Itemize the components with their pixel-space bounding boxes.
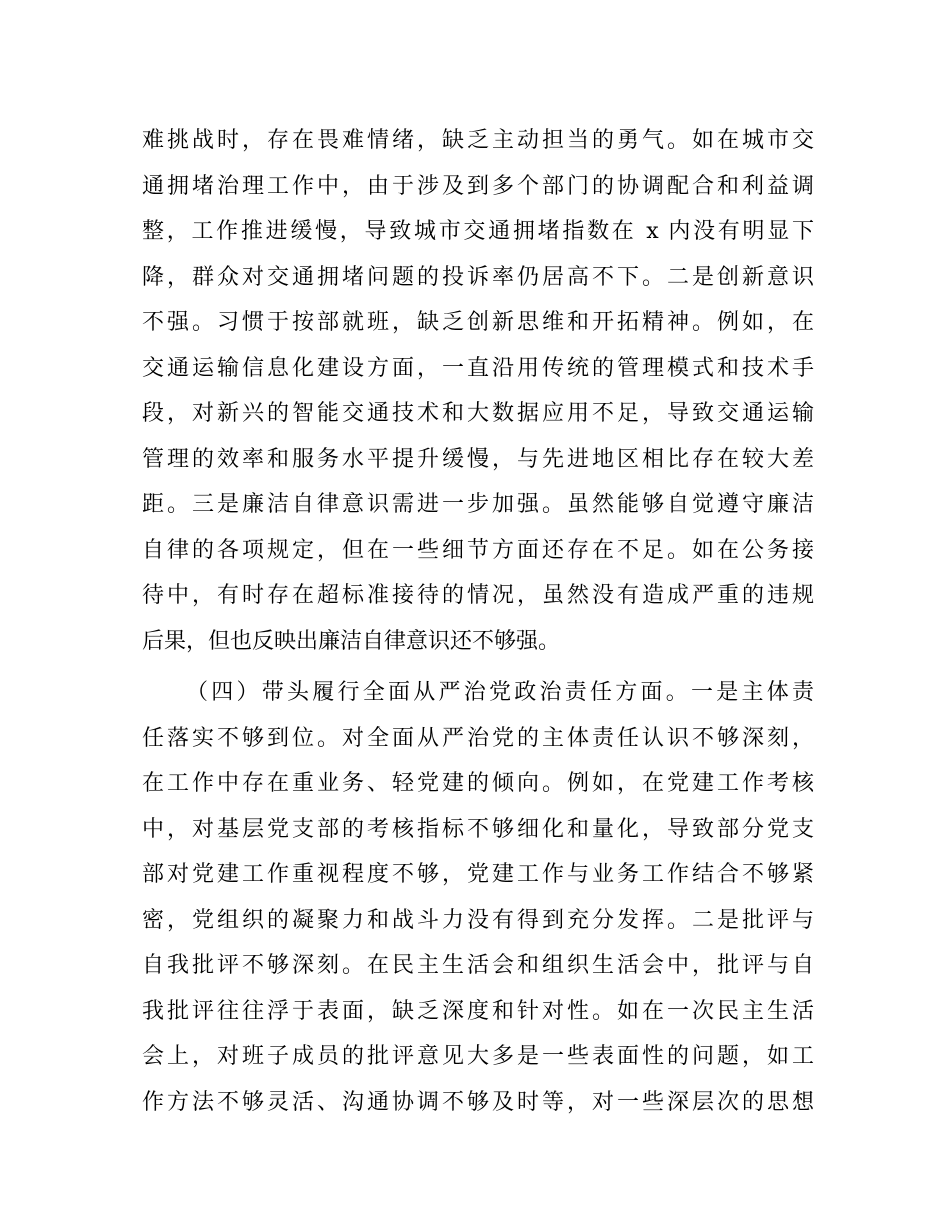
paragraph bbox=[142, 670, 814, 1125]
text-line: 管理的效率和服务水平提升缓慢，与先进地区相比存在较大差 bbox=[142, 446, 814, 472]
text-line: 部对党建工作重视程度不够，党建工作与业务工作结合不够紧 bbox=[142, 862, 814, 887]
text-line: 作方法不够灵活、沟通协调不够及时等，对一些深层次的思想 bbox=[142, 1089, 814, 1115]
text-line: 在工作中存在重业务、轻党建的倾向。例如，在党建工作考核 bbox=[142, 771, 814, 796]
text-line: 我批评往往浮于表面，缺乏深度和针对性。如在一次民主生活 bbox=[142, 998, 814, 1024]
text-line: 降，群众对交通拥堵问题的投诉率仍居高不下。二是创新意识 bbox=[142, 264, 814, 290]
paragraph bbox=[142, 118, 814, 664]
text-line: 中，对基层党支部的考核指标不够细化和量化，导致部分党支 bbox=[142, 816, 814, 842]
text-line: 后果，但也反映出廉洁自律意识还不够强。 bbox=[142, 628, 561, 654]
text-line: 密，党组织的凝聚力和战斗力没有得到充分发挥。二是批评与 bbox=[142, 907, 814, 933]
text-line: 会上，对班子成员的批评意见大多是一些表面性的问题，如工 bbox=[142, 1044, 814, 1069]
text-line: （四）带头履行全面从严治党政治责任方面。一是主体责 bbox=[186, 680, 814, 705]
text-line: 通拥堵治理工作中，由于涉及到多个部门的协调配合和利益调 bbox=[142, 173, 814, 199]
text-line: 难挑战时，存在畏难情绪，缺乏主动担当的勇气。如在城市交 bbox=[142, 128, 814, 153]
text-line: 自律的各项规定，但在一些细节方面还存在不足。如在公务接 bbox=[142, 537, 814, 563]
text-line: 待中，有时存在超标准接待的情况，虽然没有造成严重的违规 bbox=[142, 583, 814, 608]
text-line: 段，对新兴的智能交通技术和大数据应用不足，导致交通运输 bbox=[142, 401, 814, 426]
text-line: 交通运输信息化建设方面，一直沿用传统的管理模式和技术手 bbox=[142, 355, 814, 381]
text-line: 整，工作推进缓慢，导致城市交通拥堵指数在 x 内没有明显下 bbox=[142, 219, 814, 244]
text-line: 距。三是廉洁自律意识需进一步加强。虽然能够自觉遵守廉洁 bbox=[142, 492, 814, 517]
text-line: 不强。习惯于按部就班，缺乏创新思维和开拓精神。例如，在 bbox=[142, 310, 814, 335]
text-line: 自我批评不够深刻。在民主生活会和组织生活会中，批评与自 bbox=[142, 953, 814, 978]
text-line: 任落实不够到位。对全面从严治党的主体责任认识不够深刻， bbox=[142, 725, 814, 751]
document-body bbox=[142, 118, 814, 1125]
